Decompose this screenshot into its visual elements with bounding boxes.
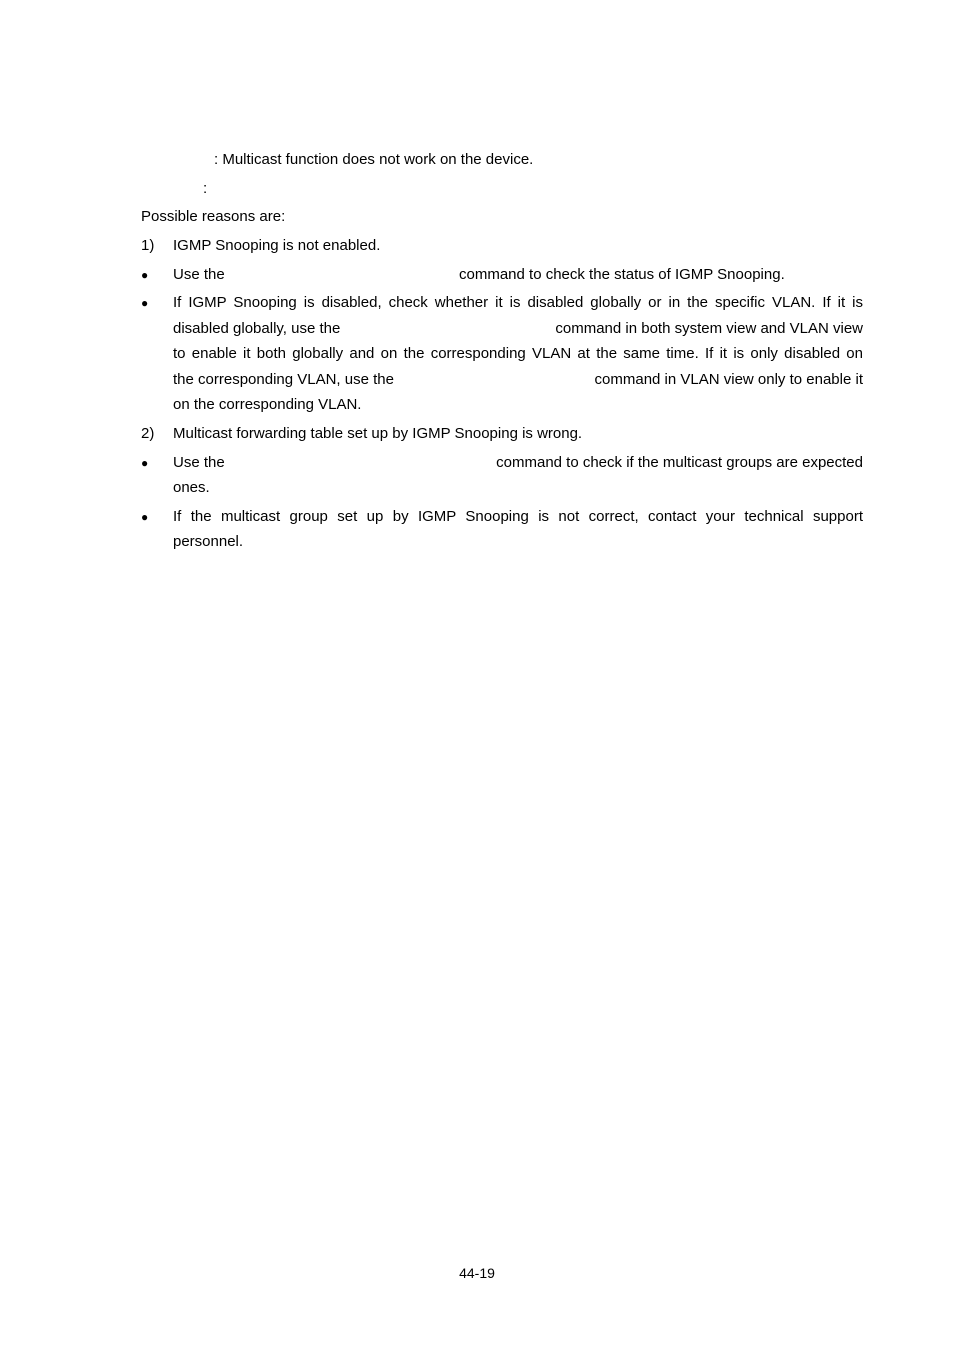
- reason-1-bullet-2-line-3: to enable it both globally and on the corresponding VLAN at the same time. If it is only disabled on: [173, 345, 863, 362]
- reason-2-bullet-1-line-1b: command to check if the multicast groups are expected: [496, 454, 863, 471]
- bullet-icon: ●: [141, 268, 149, 282]
- reason-2-bullet-1-line-1a: Use the: [173, 454, 225, 471]
- reason-1-title: IGMP Snooping is not enabled.: [173, 237, 381, 254]
- reason-1-bullet-2-line-5: on the corresponding VLAN.: [173, 396, 362, 413]
- reason-2-title: Multicast forwarding table set up by IGMP Snooping is wrong.: [173, 425, 583, 442]
- intro-text: Possible reasons are:: [141, 208, 286, 225]
- reason-2-bullet-1-line-1: [173, 454, 863, 472]
- reason-1-bullet-2-line-4b: command in VLAN view only to enable it: [594, 371, 863, 388]
- symptom-text: : Multicast function does not work on the device.: [214, 151, 534, 168]
- reason-2-number: 2): [141, 425, 155, 442]
- reason-2-bullet-1-line-2: ones.: [173, 479, 210, 496]
- bullet-icon: ●: [141, 456, 149, 470]
- page-number: 44-19: [459, 1265, 495, 1281]
- reason-1-bullet-1-part2: command to check the status of IGMP Snooping.: [459, 266, 785, 283]
- reason-1-bullet-1-part1: Use the: [173, 266, 225, 283]
- reason-2-bullet-2-line-1: If the multicast group set up by IGMP Snooping is not correct, contact your technical support: [173, 508, 863, 525]
- bullet-icon: ●: [141, 510, 149, 524]
- reason-2-bullet-2-line-2: personnel.: [173, 533, 244, 550]
- reason-1-bullet-2-line-2b: command in both system view and VLAN view: [555, 320, 863, 337]
- reason-1-bullet-2-line-2: [173, 320, 863, 338]
- reason-1-bullet-2-line-4a: the corresponding VLAN, use the: [173, 371, 394, 388]
- reason-1-number: 1): [141, 237, 155, 254]
- reason-1-bullet-2-line-1: If IGMP Snooping is disabled, check whether it is disabled globally or in the specific VLAN. If it is: [173, 294, 863, 311]
- bullet-icon: ●: [141, 296, 149, 310]
- reason-1-bullet-2-line-2a: disabled globally, use the: [173, 320, 341, 337]
- reason-1-bullet-2-line-4: [173, 371, 863, 389]
- solution-text: :: [203, 180, 208, 197]
